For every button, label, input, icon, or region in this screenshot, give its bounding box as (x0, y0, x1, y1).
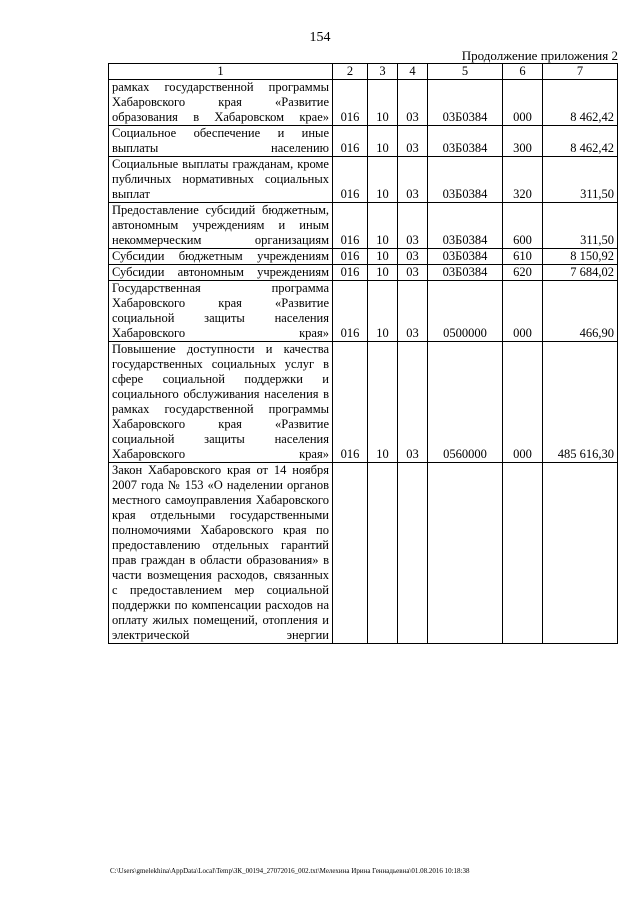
table-row (109, 463, 618, 644)
row-code-subsection: 03 (398, 126, 428, 157)
row-code-ministry: 016 (333, 157, 368, 203)
row-name: Субсидии бюджетным учреждениям (109, 249, 333, 265)
row-name: Повышение доступности и качества государственных социальных услуг в сфере социальной поддержки и социального обслуживания населения в рамках государственной программы Хабаровского края «Развитие социальной защиты населения Хабаровского края» (109, 342, 333, 463)
row-code-expense-type: 620 (503, 265, 543, 281)
budget-table (108, 63, 618, 644)
row-code-section: 10 (368, 249, 398, 265)
row-code-target: 03Б0384 (428, 126, 503, 157)
row-amount: 311,50 (543, 203, 618, 249)
row-code-target: 0500000 (428, 281, 503, 342)
row-name: Государственная программа Хабаровского края «Развитие социальной защиты населения Хабаровского края» (109, 281, 333, 342)
row-code-section: 10 (368, 203, 398, 249)
row-amount: 8 462,42 (543, 80, 618, 126)
row-code-subsection: 03 (398, 281, 428, 342)
table-row (109, 249, 618, 265)
row-code-ministry: 016 (333, 203, 368, 249)
row-amount: 8 150,92 (543, 249, 618, 265)
row-code-target: 0560000 (428, 342, 503, 463)
row-code-expense-type: 000 (503, 80, 543, 126)
row-code-subsection: 03 (398, 265, 428, 281)
table-row (109, 342, 618, 463)
row-code-subsection: 03 (398, 157, 428, 203)
row-code-ministry: 016 (333, 80, 368, 126)
table-row (109, 157, 618, 203)
row-code-section: 10 (368, 281, 398, 342)
row-name: Предоставление субсидий бюджетным, автономным учреждениям и иным некоммерческим организациям (109, 203, 333, 249)
footer-file-path: C:\Users\gmelekhina\AppData\Local\Temp\ЗК_00194_27072016_002.txt\Мелехина Ирина Геннадьевна\01.08.2016 10:18:38 (110, 867, 470, 875)
row-code-ministry: 016 (333, 265, 368, 281)
row-code-ministry (333, 463, 368, 644)
row-code-expense-type: 320 (503, 157, 543, 203)
row-code-ministry: 016 (333, 249, 368, 265)
column-header-6: 6 (503, 64, 543, 80)
row-amount: 8 462,42 (543, 126, 618, 157)
row-name: Субсидии автономным учреждениям (109, 265, 333, 281)
row-code-expense-type: 610 (503, 249, 543, 265)
row-amount: 485 616,30 (543, 342, 618, 463)
table-row (109, 203, 618, 249)
row-code-target: 03Б0384 (428, 157, 503, 203)
row-code-expense-type: 000 (503, 342, 543, 463)
row-code-expense-type: 300 (503, 126, 543, 157)
column-header-2: 2 (333, 64, 368, 80)
continuation-label: Продолжение приложения 2 (461, 48, 618, 63)
column-header-5: 5 (428, 64, 503, 80)
row-code-expense-type: 600 (503, 203, 543, 249)
row-code-subsection (398, 463, 428, 644)
row-code-target (428, 463, 503, 644)
row-amount: 7 684,02 (543, 265, 618, 281)
row-code-target: 03Б0384 (428, 265, 503, 281)
table-row (109, 265, 618, 281)
row-amount: 466,90 (543, 281, 618, 342)
row-code-expense-type: 000 (503, 281, 543, 342)
table-row (109, 126, 618, 157)
column-header-1: 1 (109, 64, 333, 80)
row-code-subsection: 03 (398, 203, 428, 249)
column-header-4: 4 (398, 64, 428, 80)
page-number: 154 (309, 30, 331, 45)
header-row (109, 64, 618, 80)
row-code-section: 10 (368, 157, 398, 203)
table-row (109, 281, 618, 342)
row-code-section (368, 463, 398, 644)
row-amount (543, 463, 618, 644)
row-code-subsection: 03 (398, 249, 428, 265)
row-code-ministry: 016 (333, 281, 368, 342)
row-code-expense-type (503, 463, 543, 644)
row-code-section: 10 (368, 126, 398, 157)
row-code-ministry: 016 (333, 126, 368, 157)
row-code-ministry: 016 (333, 342, 368, 463)
row-code-subsection: 03 (398, 80, 428, 126)
row-code-target: 03Б0384 (428, 80, 503, 126)
row-name: рамках государственной программы Хабаровского края «Развитие образования в Хабаровском крае» (109, 80, 333, 126)
column-header-3: 3 (368, 64, 398, 80)
row-name: Закон Хабаровского края от 14 ноября 2007 года № 153 «О наделении органов местного самоуправления Хабаровского края отдельными государственными полномочиями Хабаровского края по предоставлению отдельных гарантий прав граждан в области образования» в части возмещения расходов, связанных с предоставлением мер социальной поддержки по компенсации расходов на оплату жилых помещений, отопления и электрической энергии (109, 463, 333, 644)
row-code-section: 10 (368, 265, 398, 281)
row-code-target: 03Б0384 (428, 203, 503, 249)
row-amount: 311,50 (543, 157, 618, 203)
row-code-target: 03Б0384 (428, 249, 503, 265)
row-name: Социальные выплаты гражданам, кроме публичных нормативных социальных выплат (109, 157, 333, 203)
column-header-7: 7 (543, 64, 618, 80)
row-name: Социальное обеспечение и иные выплаты населению (109, 126, 333, 157)
row-code-subsection: 03 (398, 342, 428, 463)
row-code-section: 10 (368, 80, 398, 126)
table-row (109, 80, 618, 126)
row-code-section: 10 (368, 342, 398, 463)
